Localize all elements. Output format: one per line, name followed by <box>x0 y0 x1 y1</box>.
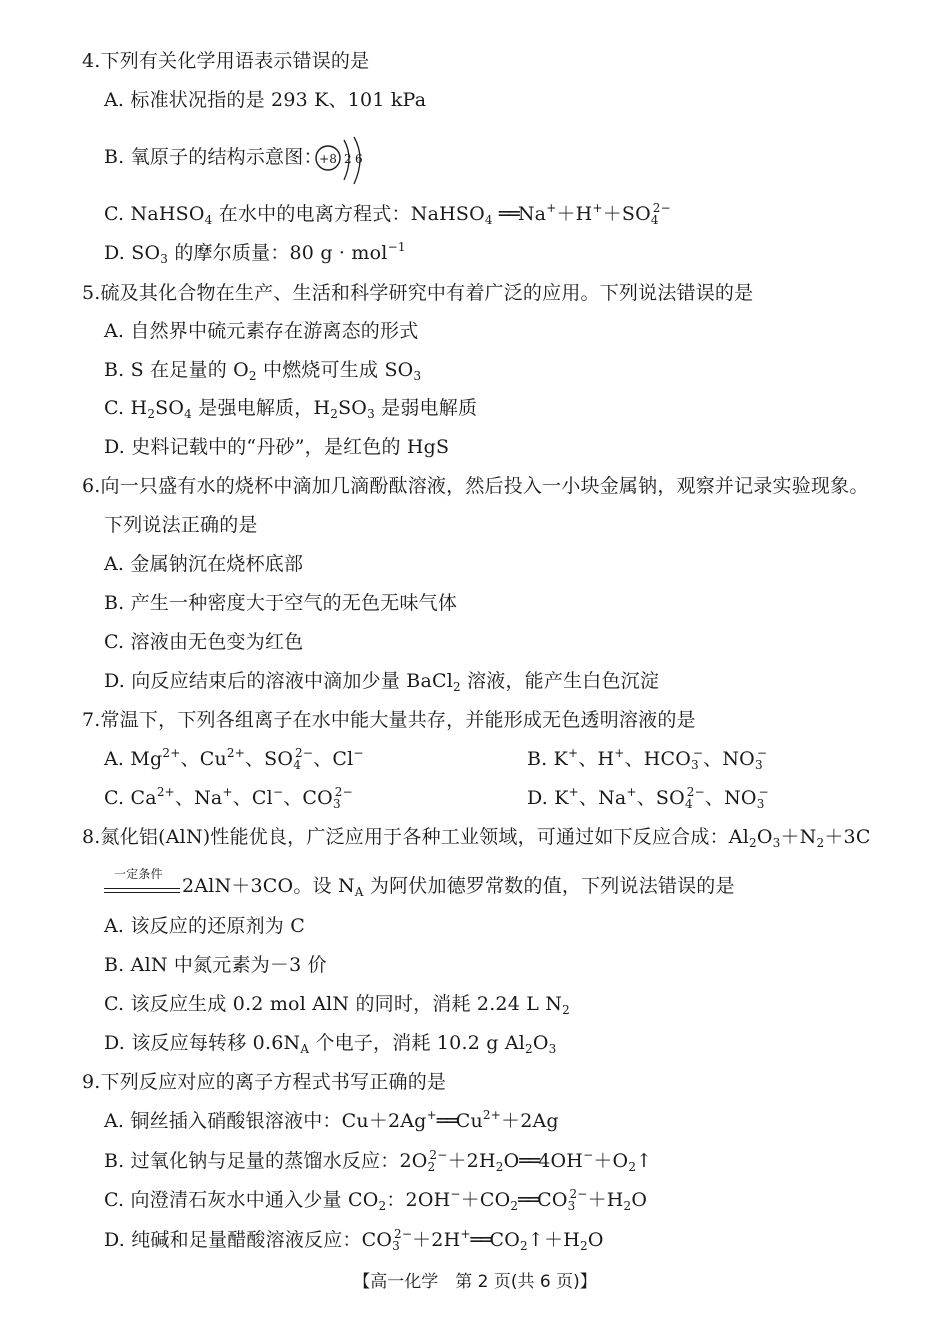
q4-option-d: D. $SO_3$ 的摩尔质量：80 g · mol$^{-1}$ <box>104 240 406 266</box>
q8-option-a: A. 该反应的还原剂为 C <box>104 915 305 937</box>
q8-option-d: D. 该反应每转移 $0.6N_A$ 个电子，消耗 10.2 g $Al_2O_3$ <box>104 1032 557 1056</box>
page-footer: 【高一化学 第 2 页(共 6 页)】 <box>353 1272 597 1292</box>
q5-option-d: D. 史料记载中的“丹砂”，是红色的 HgS <box>104 436 450 458</box>
q8-option-b: B. AlN 中氮元素为－3 价 <box>104 954 327 976</box>
q9-stem: 9.下列反应对应的离子方程式书写正确的是 <box>82 1071 447 1093</box>
q6-stem-line2: 下列说法正确的是 <box>104 514 258 536</box>
q7-option-c: C. $Ca^{2+}$、Na+、Cl−、$CO_3^{2-}$ <box>104 785 353 811</box>
q5-option-b: B. S 在足量的 $O_2$ 中燃烧可生成 $SO_3$ <box>104 359 422 383</box>
q7-stem: 7.常温下，下列各组离子在水中能大量共存，并能形成无色透明溶液的是 <box>82 709 696 731</box>
shell-1-count: 2 <box>344 152 352 166</box>
q4-option-c: C. NaHSO$_4$ 在水中的电离方程式：NaHSO$_4$ $══Na^++H^++SO_4^{2-}$ <box>104 201 671 227</box>
q4-stem: 4.下列有关化学用语表示错误的是 <box>82 50 370 72</box>
shell-2-count: 6 <box>355 152 363 166</box>
nucleus-charge: +8 <box>319 152 337 166</box>
q4-option-b: B. 氧原子的结构示意图： <box>104 146 323 168</box>
q9-option-c: C. 向澄清石灰水中通入少量 $CO_2$：$2OH^-+CO_2══CO_3^{2-}+H_2O$ <box>104 1187 648 1213</box>
q8-option-c: C. 该反应生成 0.2 mol AlN 的同时，消耗 2.24 L $N_2$ <box>104 993 570 1017</box>
q5-option-a: A. 自然界中硫元素存在游离态的形式 <box>104 320 419 342</box>
q7-option-b: B. K+、H+、$HCO_3^-$、$NO_3^-$ <box>527 746 768 772</box>
reaction-condition-text: 一定条件 <box>114 867 163 881</box>
q5-stem: 5.硫及其化合物在生产、生活和科学研究中有着广泛的应用。下列说法错误的是 <box>82 282 754 304</box>
q6-stem-line1: 6.向一只盛有水的烧杯中滴加几滴酚酞溶液，然后投入一小块金属钠，观察并记录实验现象。 <box>82 475 869 497</box>
q4-option-a: A. 标准状况指的是 293 K、101 kPa <box>104 89 427 111</box>
q6-option-b: B. 产生一种密度大于空气的无色无味气体 <box>104 592 458 614</box>
q6-option-d: D. 向反应结束后的溶液中滴加少量 BaCl$_2$ 溶液，能产生白色沉淀 <box>104 670 660 694</box>
q7-option-a: A. $Mg^{2+}$、$Cu^{2+}$、$SO_4^{2-}$、Cl− <box>104 746 364 772</box>
q5-option-c: C. $H_2SO_4$ 是强电解质，$H_2SO_3$ 是弱电解质 <box>104 397 478 421</box>
q6-option-a: A. 金属钠沉在烧杯底部 <box>104 553 304 575</box>
reaction-condition-arrow <box>104 867 182 899</box>
q9-option-d: D. 纯碱和足量醋酸溶液反应：$CO_3^{2-}+2H^+══CO_2↑+H_2O$ <box>104 1227 604 1253</box>
q7-option-d: D. K+、Na+、$SO_4^{2-}$、$NO_3^-$ <box>527 785 769 811</box>
q9-option-a: A. 铜丝插入硝酸银溶液中：$Cu+2Ag^+══Cu^{2+}+2Ag$ <box>104 1108 559 1132</box>
q9-option-b: B. 过氧化钠与足量的蒸馏水反应：$2O_2^{2-}+2H_2O══4OH^-+O_2↑$ <box>104 1148 653 1174</box>
q8-stem-line2: 一定条件 2AlN＋3CO。设 $N_A$ 为阿伏加德罗常数的值，下列说法错误的是 <box>104 873 735 899</box>
oxygen-atom-structure-diagram <box>314 136 374 188</box>
q6-option-c: C. 溶液由无色变为红色 <box>104 631 304 653</box>
q8-stem-line1: 8.氮化铝(AlN)性能优良，广泛应用于各种工业领域，可通过如下反应合成：$Al_2O_3+N_2+3C$ <box>82 826 871 850</box>
